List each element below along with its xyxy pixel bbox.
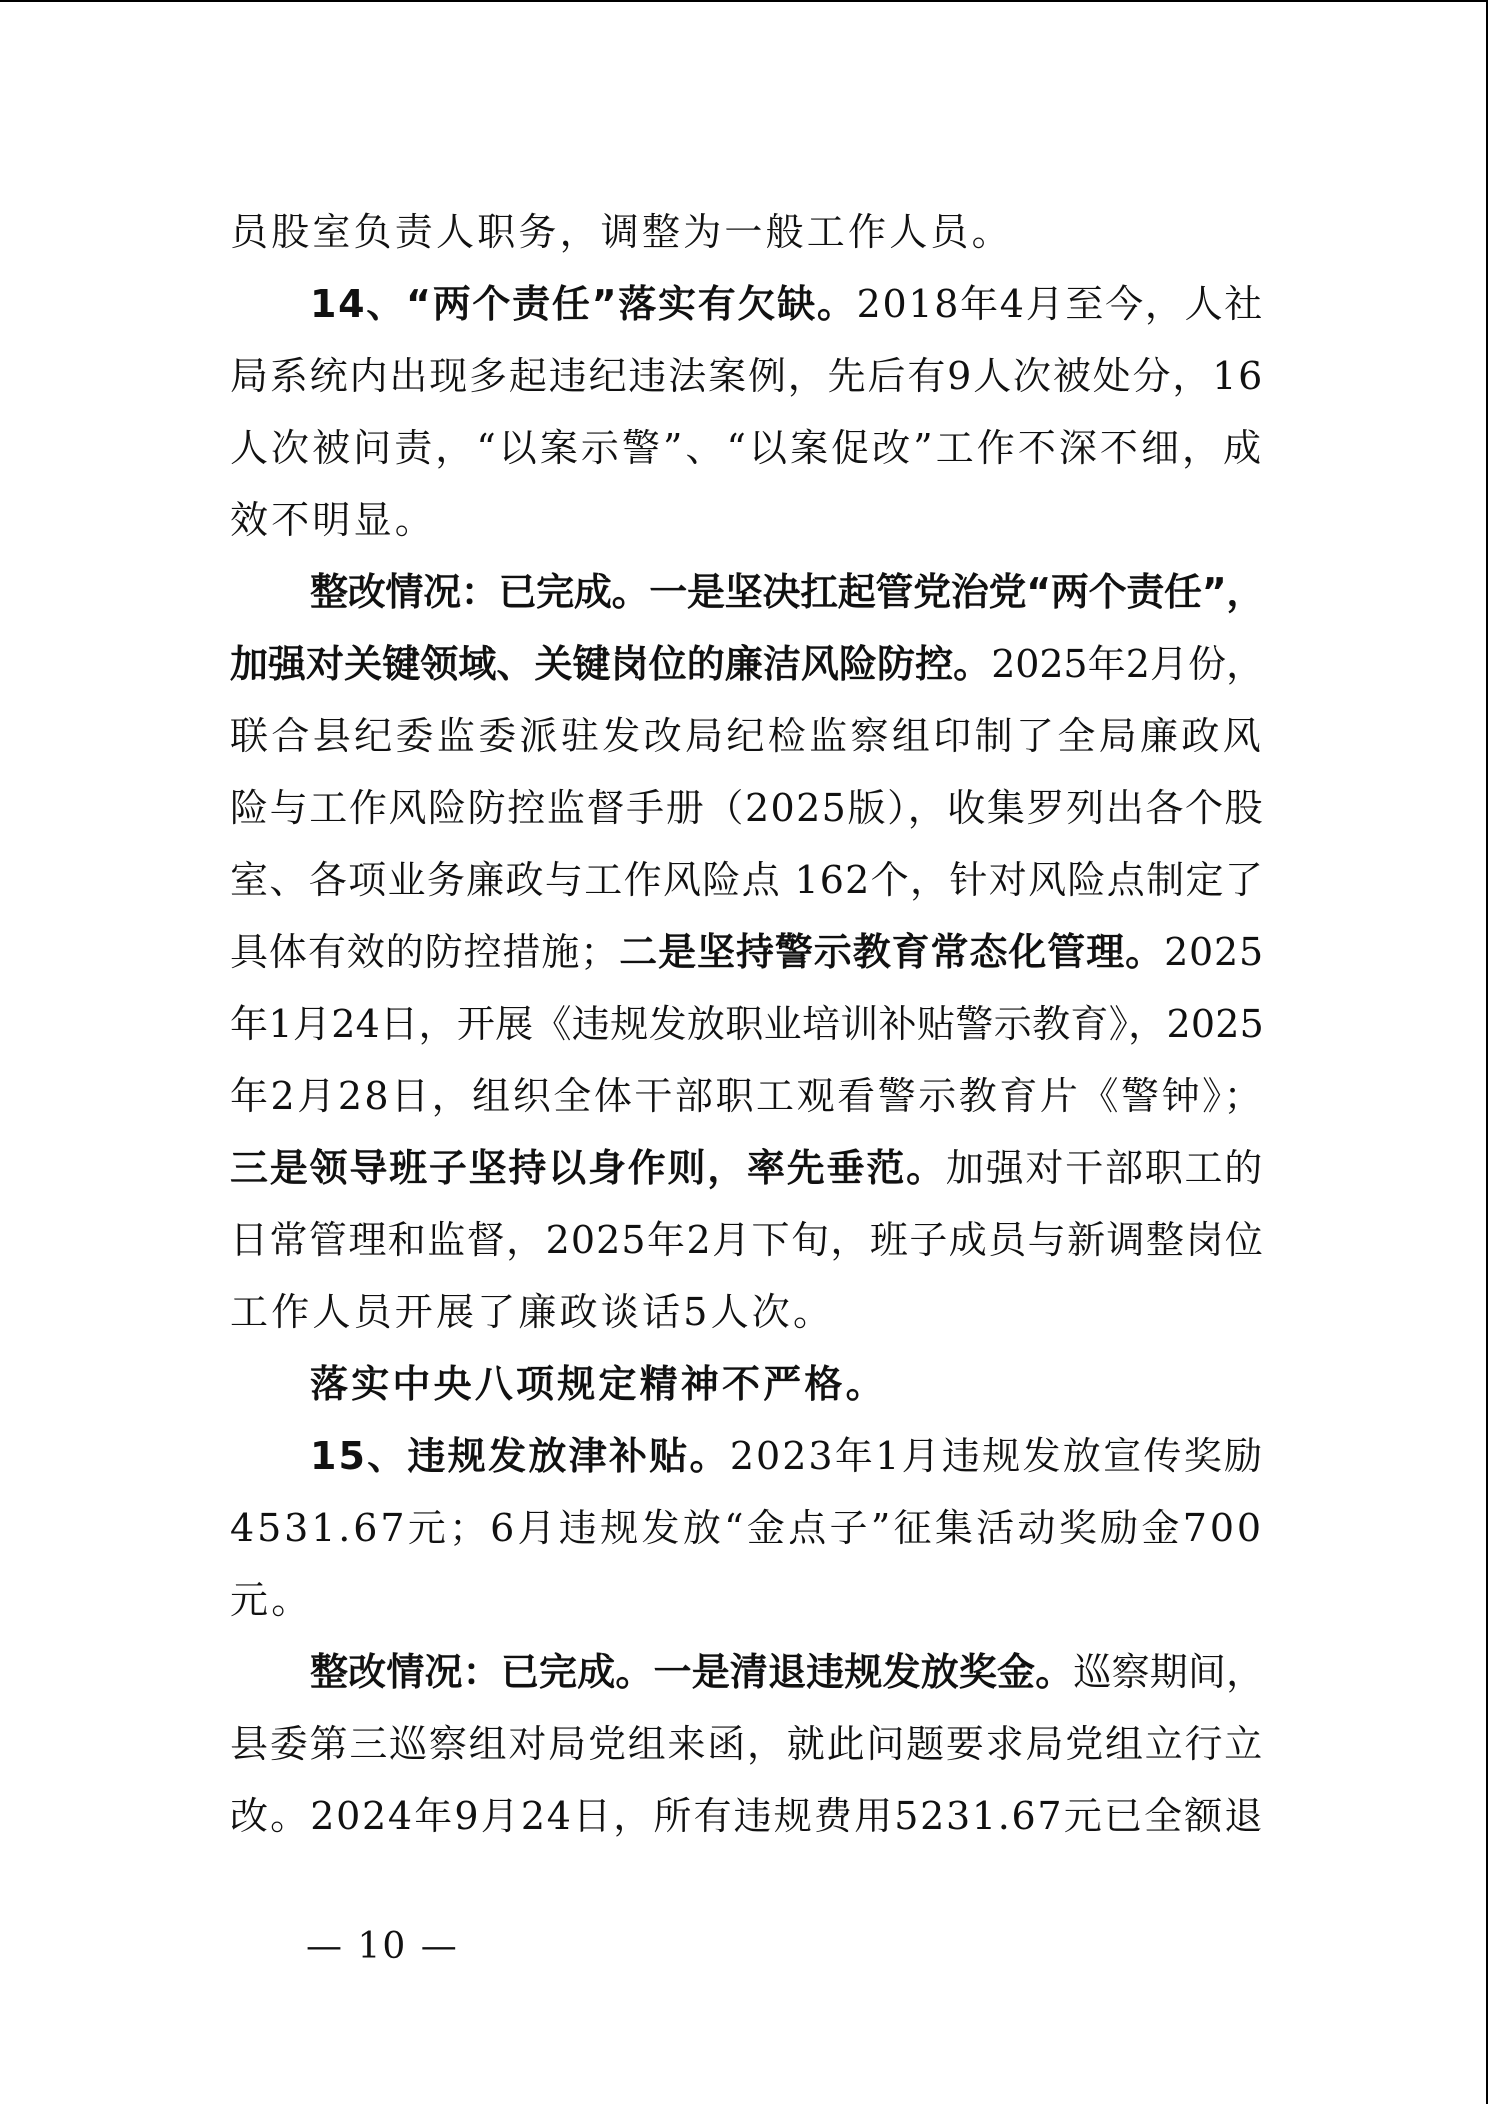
bold-text: 整改情况：已完成。一是清退违规发放奖金。 bbox=[310, 1650, 1074, 1694]
text-run: 2025 bbox=[1164, 930, 1264, 974]
text-run: 险与工作风险防控监督手册（2025版），收集罗列出各个股 bbox=[230, 786, 1264, 830]
document-body bbox=[230, 196, 1264, 1852]
text-line bbox=[230, 1420, 1264, 1492]
text-line bbox=[230, 1708, 1264, 1780]
text-run: 日常管理和监督，2025年2月下旬，班子成员与新调整岗位 bbox=[230, 1218, 1264, 1262]
text-line bbox=[230, 340, 1264, 412]
text-line bbox=[230, 1780, 1264, 1852]
page-number: — 10 — bbox=[306, 1926, 459, 1967]
text-run: 年1月24日，开展《违规发放职业培训补贴警示教育》，2025 bbox=[230, 1002, 1264, 1046]
text-line bbox=[230, 1348, 1264, 1420]
top-border bbox=[0, 0, 1488, 2]
text-run: 改。2024年9月24日，所有违规费用5231.67元已全额退 bbox=[230, 1794, 1264, 1838]
text-line bbox=[230, 268, 1264, 340]
text-line bbox=[230, 916, 1264, 988]
text-run: 元。 bbox=[230, 1578, 313, 1622]
text-run: 效不明显。 bbox=[230, 498, 437, 542]
text-run: 2025年2月份， bbox=[991, 642, 1264, 686]
bold-text: 落实中央八项规定精神不严格。 bbox=[310, 1362, 887, 1406]
text-run: 加强对干部职工的 bbox=[945, 1146, 1264, 1190]
text-line bbox=[230, 556, 1264, 628]
item-heading: 15、违规发放津补贴。 bbox=[310, 1434, 730, 1478]
text-run: 巡察期间， bbox=[1073, 1650, 1264, 1694]
text-line bbox=[230, 196, 1264, 268]
text-line bbox=[230, 1636, 1264, 1708]
text-line bbox=[230, 484, 1264, 556]
text-run: 4531.67元；6月违规发放“金点子”征集活动奖励金700 bbox=[230, 1506, 1264, 1550]
text-run: 县委第三巡察组对局党组来函，就此问题要求局党组立行立 bbox=[230, 1722, 1264, 1766]
text-line bbox=[230, 1132, 1264, 1204]
bold-text: 三是领导班子坚持以身作则，率先垂范。 bbox=[230, 1146, 946, 1190]
item-heading: 14、“两个责任”落实有欠缺。 bbox=[310, 282, 857, 326]
text-line bbox=[230, 1564, 1264, 1636]
text-line bbox=[230, 1492, 1264, 1564]
text-run: 工作人员开展了廉政谈话5人次。 bbox=[230, 1290, 835, 1334]
text-run: 室、各项业务廉政与工作风险点 162个，针对风险点制定了 bbox=[230, 858, 1264, 902]
text-line bbox=[230, 844, 1264, 916]
text-line bbox=[230, 988, 1264, 1060]
text-run: 具体有效的防控措施； bbox=[230, 930, 620, 974]
text-line bbox=[230, 1276, 1264, 1348]
text-line bbox=[230, 628, 1264, 700]
text-line bbox=[230, 412, 1264, 484]
text-run: 2018年4月至今，人社 bbox=[856, 282, 1264, 326]
text-line bbox=[230, 1060, 1264, 1132]
bold-text: 二是坚持警示教育常态化管理。 bbox=[619, 930, 1165, 974]
text-line bbox=[230, 1204, 1264, 1276]
paragraph-item-14 bbox=[230, 268, 1264, 556]
text-run: 人次被问责，“以案示警”、“以案促改”工作不深不细，成 bbox=[230, 426, 1264, 470]
paragraph-rectification-15 bbox=[230, 1636, 1264, 1852]
bold-text: 整改情况：已完成。一是坚决扛起管党治党“两个责任”， bbox=[310, 570, 1264, 614]
text-run: 2023年1月违规发放宣传奖励 bbox=[729, 1434, 1264, 1478]
text-run: 联合县纪委监委派驻发改局纪检监察组印制了全局廉政风 bbox=[230, 714, 1264, 758]
bold-text: 加强对关键领域、关键岗位的廉洁风险防控。 bbox=[230, 642, 992, 686]
paragraph-rectification-14 bbox=[230, 556, 1264, 1348]
text-run: 局系统内出现多起违纪违法案例，先后有9人次被处分，16 bbox=[230, 354, 1264, 398]
paragraph bbox=[230, 196, 1264, 268]
paragraph-item-15 bbox=[230, 1420, 1264, 1636]
text-run: 年2月28日，组织全体干部职工观看警示教育片《警钟》； bbox=[230, 1074, 1264, 1118]
text-line bbox=[230, 700, 1264, 772]
text-run: 员股室负责人职务，调整为一般工作人员。 bbox=[230, 210, 1013, 254]
text-line bbox=[230, 772, 1264, 844]
section-heading bbox=[230, 1348, 1264, 1420]
